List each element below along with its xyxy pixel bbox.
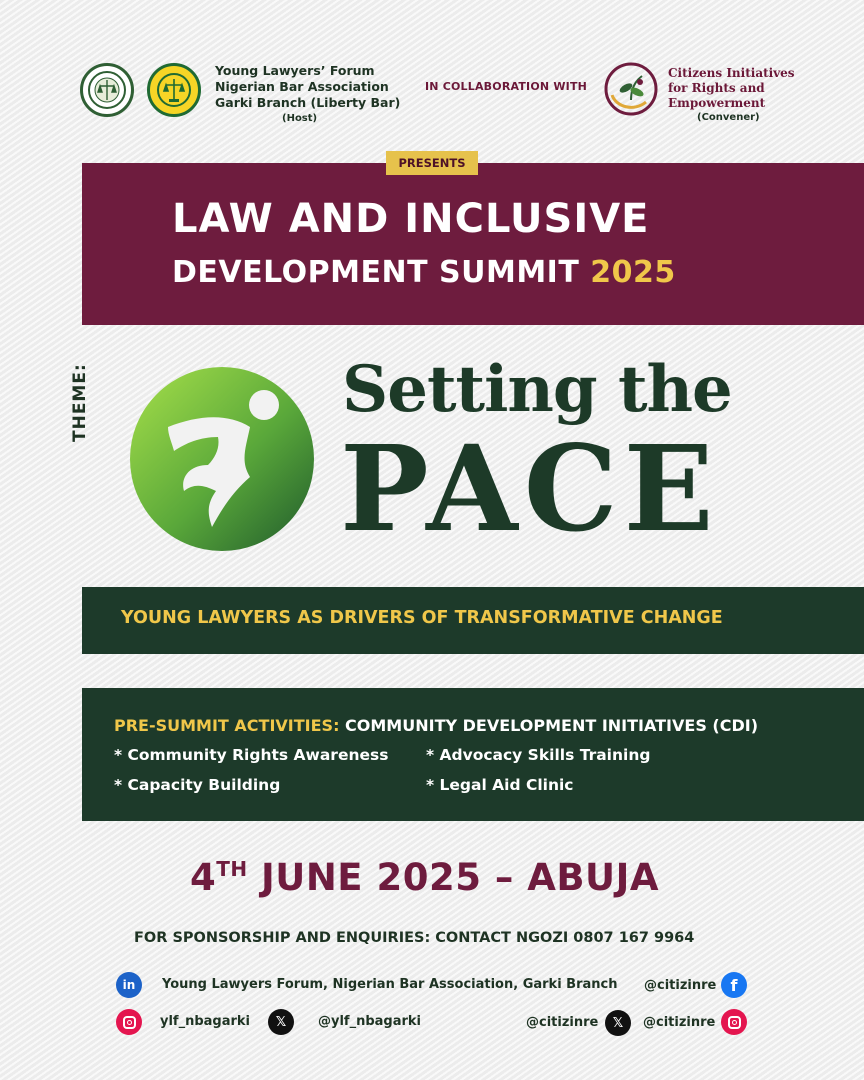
instagram-icon[interactable]: [721, 1009, 747, 1035]
runner-icon: [128, 365, 316, 553]
theme-line-2: PACE: [340, 419, 720, 558]
partner-role: (Convener): [697, 112, 760, 123]
activities-label: PRE-SUMMIT ACTIVITIES:: [114, 716, 340, 735]
x-handle-citizin[interactable]: @citizinre: [526, 1015, 599, 1030]
host-line-2: Nigerian Bar Association: [215, 79, 389, 94]
linkedin-icon[interactable]: in: [116, 972, 142, 998]
partner-organization: [668, 66, 795, 111]
activities-heading: [114, 716, 758, 735]
event-date: [190, 856, 659, 899]
theme-label: THEME:: [70, 363, 90, 442]
sponsorship-contact: FOR SPONSORSHIP AND ENQUIRIES: CONTACT NGOZI 0807 167 9964: [134, 930, 695, 946]
instagram-handle-citizin[interactable]: @citizinre: [643, 1015, 716, 1030]
host-organization: [215, 63, 400, 127]
x-icon[interactable]: 𝕏: [268, 1009, 294, 1035]
host-line-1: Young Lawyers’ Forum: [215, 63, 375, 78]
facebook-handle[interactable]: @citizinre: [644, 978, 717, 993]
tagline: YOUNG LAWYERS AS DRIVERS OF TRANSFORMATIVE CHANGE: [121, 608, 723, 628]
instagram-glyph: [728, 1016, 741, 1029]
instagram-icon[interactable]: [116, 1009, 142, 1035]
instagram-glyph: [123, 1016, 136, 1029]
nba-logo: [80, 63, 134, 117]
activity-item: * Capacity Building: [114, 776, 281, 794]
event-day-suffix: TH: [216, 857, 248, 881]
presents-badge: PRESENTS: [386, 151, 478, 175]
summit-title-line-1: LAW AND INCLUSIVE: [172, 196, 650, 242]
host-role: (Host): [282, 113, 318, 124]
title-banner: [82, 163, 864, 325]
instagram-handle-ylf[interactable]: ylf_nbagarki: [160, 1014, 251, 1029]
partner-line-2: for Rights and: [668, 81, 765, 95]
activity-item: * Advocacy Skills Training: [426, 746, 651, 764]
summit-title-text: DEVELOPMENT SUMMIT: [172, 255, 591, 290]
partner-line-1: Citizens Initiatives: [668, 66, 795, 80]
citizens-initiatives-logo: [604, 62, 658, 116]
summit-year: 2025: [590, 255, 676, 290]
x-icon[interactable]: 𝕏: [605, 1010, 631, 1036]
activities-title: COMMUNITY DEVELOPMENT INITIATIVES (CDI): [339, 716, 759, 735]
summit-title-line-2: [172, 255, 676, 290]
young-lawyers-forum-logo: [147, 63, 201, 117]
partner-line-3: Empowerment: [668, 96, 766, 110]
collaboration-label: IN COLLABORATION WITH: [425, 80, 588, 93]
x-handle-ylf[interactable]: @ylf_nbagarki: [318, 1014, 422, 1029]
facebook-icon[interactable]: f: [721, 972, 747, 998]
linkedin-handle[interactable]: Young Lawyers Forum, Nigerian Bar Association, Garki Branch: [162, 977, 618, 992]
activity-item: * Legal Aid Clinic: [426, 776, 574, 794]
host-line-3: Garki Branch (Liberty Bar): [215, 95, 401, 110]
theme-line-1: Setting the: [342, 352, 732, 427]
activity-item: * Community Rights Awareness: [114, 746, 389, 764]
event-date-rest: JUNE 2025 – ABUJA: [247, 856, 659, 899]
event-day: 4: [190, 856, 217, 899]
